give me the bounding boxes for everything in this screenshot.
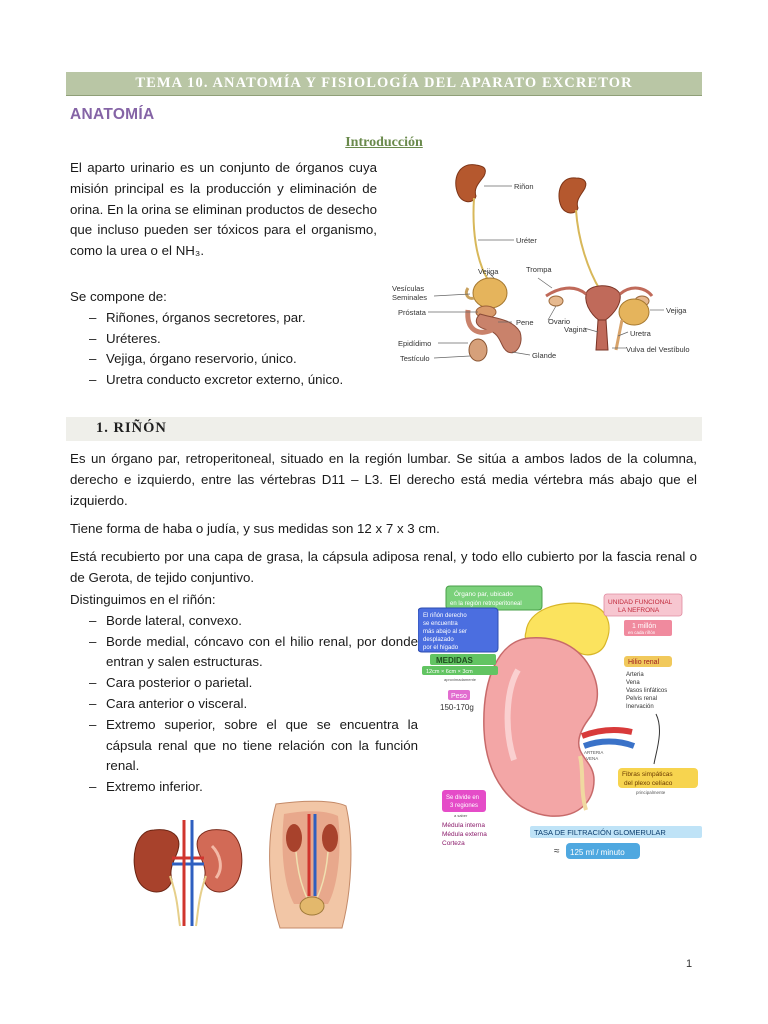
label-vejiga-m: Vejiga — [478, 267, 499, 276]
intro-title: Introducción — [345, 135, 423, 150]
label-rinon: Riñon — [514, 182, 534, 191]
label-testiculo: Testículo — [400, 354, 430, 363]
list-item: – Vejiga, órgano reservorio, único. — [70, 349, 390, 370]
divide-line-1: Se divide en — [446, 795, 480, 801]
tasa-text: TASA DE FILTRACIÓN GLOMERULAR — [534, 828, 666, 837]
female-kidney — [559, 178, 586, 213]
hilio-title: Hilio renal — [628, 659, 660, 666]
artery-vein-label: ARTERIA — [584, 750, 604, 755]
list-item: – Borde lateral, convexo. — [70, 611, 418, 632]
label-ureter: Uréter — [516, 236, 537, 245]
page-number: 1 — [686, 958, 693, 970]
abdomen-kidney-right — [322, 824, 338, 852]
compose-label: Se compone de: — [70, 289, 167, 304]
label-vejiga-f: Vejiga — [666, 306, 687, 315]
list-item: – Uretra conducto excretor externo, único. — [70, 370, 390, 391]
rinon-heading: 1. RIÑÓN — [96, 420, 167, 436]
renal-artery — [582, 730, 632, 736]
tasa-approx: ≈ — [554, 846, 560, 857]
intro-text — [70, 158, 377, 262]
derecho-line-3: más abajo al ser — [423, 629, 468, 635]
peso-title: Peso — [451, 693, 467, 700]
abdomen-kidney-left — [286, 824, 302, 852]
divide-sub: a saber — [454, 813, 468, 818]
vein-label: VENA — [586, 756, 599, 761]
derecho-line-1: El riñón derecho — [423, 613, 467, 619]
medidas-value: 12cm × 6cm × 3cm — [426, 669, 473, 675]
section-heading: ANATOMÍA — [70, 106, 155, 123]
female-ureter — [576, 210, 600, 290]
label-pene: Pene — [516, 318, 534, 327]
derecho-line-5: por el hígado — [423, 645, 459, 651]
list-item: – Cara posterior o parietal. — [70, 673, 418, 694]
medidas-title: MEDIDAS — [436, 656, 473, 665]
intro-paragraph: El aparto urinario es un conjunto de órganos cuya misión principal es la producción y eliminación de orina. En la orina se eliminan productos de desecho que incluso pueden ser tóxicos para el organismo, como la urea o el NH₃. — [70, 160, 377, 259]
label-epididimo: Epidídimo — [398, 339, 432, 348]
list-item: – Riñones, órganos secretores, par. — [70, 308, 390, 329]
hilio-item: Arteria — [626, 672, 644, 678]
abdomen-bladder — [300, 897, 324, 915]
hilio-item: Inervación — [626, 704, 654, 710]
female-vagina — [596, 320, 608, 350]
divide-line-2: 3 regiones — [450, 803, 479, 809]
peso-value: 150-170g — [440, 703, 474, 712]
kidney-shape — [484, 638, 598, 816]
list-item: – Extremo superior, sobre el que se encuentra la cápsula renal que no tiene relación con la función renal. — [70, 715, 418, 777]
distinguish-block — [70, 590, 418, 798]
distinguish-list — [70, 611, 418, 798]
fibras-line-1: Fibras simpáticas — [622, 771, 673, 778]
female-ovary-left — [549, 296, 563, 306]
label-vulva: Vulva del Vestíbulo — [626, 345, 690, 354]
hilio-item: Vasos linfáticos — [626, 688, 668, 694]
rinon-paragraph-1: Es un órgano par, retroperitoneal, situado en la región lumbar. Se sitúa a ambos lados de la columna, derecho e izquierdo, entre las vértebras D11 – L3. El derecho está media vértebra más abajo que el izquierdo. — [70, 451, 697, 508]
compose-block — [70, 287, 390, 391]
male-testicle — [469, 339, 487, 361]
region-item: Médula interna — [442, 822, 485, 829]
male-bladder — [473, 278, 507, 308]
label-uretra: Uretra — [630, 329, 651, 338]
list-item: – Borde medial, cóncavo con el hilio renal, por donde entran y salen estructuras. — [70, 632, 418, 674]
distinguish-label: Distinguimos en el riñón: — [70, 592, 216, 607]
label-seminales: Seminales — [392, 293, 428, 302]
list-item: – Cara anterior o visceral. — [70, 694, 418, 715]
female-tube-right — [620, 288, 652, 296]
millon-sub: en cada riñón — [628, 630, 656, 635]
female-uterus — [586, 286, 620, 322]
hilio-arrow — [654, 714, 659, 764]
list-item: – Extremo inferior. — [70, 777, 418, 798]
derecho-line-4: desplazado — [423, 637, 454, 643]
fibras-line-2: del plexo celíaco — [624, 780, 673, 787]
millon-text: 1 millón — [632, 623, 657, 630]
rinon-text — [70, 449, 697, 589]
medidas-sub: aproximadamente — [444, 677, 477, 682]
male-kidney — [456, 165, 486, 202]
organo-par-text: Órgano par, ubicado — [454, 591, 513, 598]
label-prostata: Próstata — [398, 308, 426, 317]
kidney-infographic — [418, 580, 702, 865]
unidad-text: UNIDAD FUNCIONAL — [608, 599, 673, 606]
label-vagina: Vagina — [564, 325, 587, 334]
hilio-item: Pelvis renal — [626, 696, 658, 702]
tasa-value: 125 ml / minuto — [570, 848, 625, 857]
rinon-paragraph-3: Está recubierto por una capa de grasa, la cápsula adiposa renal, y todo ello cubierto por la fascia renal o de Gerota, de tejido conjuntivo. — [70, 549, 697, 585]
female-tube-left — [546, 288, 586, 296]
hilio-item: Vena — [626, 680, 640, 686]
label-ovario: Ovario — [548, 317, 571, 326]
chapter-banner: TEMA 10. ANATOMÍA Y FISIOLOGÍA DEL APARATO EXCRETOR — [66, 72, 702, 96]
list-item: – Uréteres. — [70, 329, 390, 350]
female-bladder — [619, 299, 649, 325]
renal-vein — [584, 742, 634, 747]
region-item: Corteza — [442, 840, 465, 847]
rinon-paragraph-2: Tiene forma de haba o judía, y sus medidas son 12 x 7 x 3 cm. — [70, 521, 440, 537]
urinary-system-figure — [388, 160, 700, 375]
region-item: Médula externa — [442, 831, 487, 838]
organo-par-text-2: en la región retroperitoneal — [450, 601, 522, 607]
kidney-illustrations — [128, 800, 378, 930]
derecho-line-2: se encuentra — [423, 621, 458, 627]
kidney-ureter-right — [196, 876, 206, 926]
kidney-ureter-left — [170, 876, 180, 926]
label-vesiculas: Vesículas — [392, 284, 425, 293]
compose-list — [70, 308, 390, 391]
nefrona-text: LA NEFRONA — [618, 607, 660, 614]
label-trompa: Trompa — [526, 265, 552, 274]
label-glande: Glande — [532, 351, 557, 360]
fibras-sub: principalmente — [636, 790, 666, 795]
